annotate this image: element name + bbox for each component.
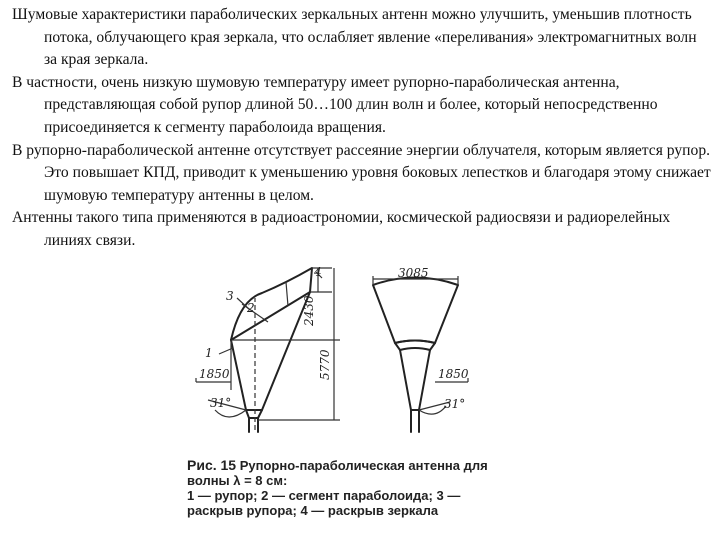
caption-number: Рис. 15 bbox=[187, 457, 237, 473]
figure-caption bbox=[187, 458, 517, 518]
side-angle-31: 31° bbox=[210, 396, 232, 410]
side-dim-2430: 2430 bbox=[302, 295, 316, 326]
label-2: 2 bbox=[247, 301, 255, 315]
front-dim-1850: 1850 bbox=[438, 367, 469, 381]
paragraph-4: Антенны такого типа применяются в радиоастрономии, космической радиосвязи и радиорелейных линиях связи. bbox=[12, 209, 671, 249]
caption-legend: 1 — рупор; 2 — сегмент параболоида; 3 — раскрыв рупора; 4 — раскрыв зеркала bbox=[187, 488, 461, 518]
label-1: 1 bbox=[205, 346, 213, 360]
side-dim-1850: 1850 bbox=[199, 367, 230, 381]
paragraph-1: Шумовые характеристики параболических зеркальных антенн можно улучшить, уменьшив плотность потока, облучающего края зеркала, что ослабляет явление «переливания» электромагнитных волн за края зеркала. bbox=[12, 6, 697, 69]
front-angle-31: 31° bbox=[444, 397, 466, 411]
label-3: 3 bbox=[226, 289, 234, 303]
label-4: 4 bbox=[314, 265, 322, 279]
side-dim-5770: 5770 bbox=[318, 349, 332, 380]
paragraph-2: В частности, очень низкую шумовую температуру имеет рупорно-параболическая антенна, представляющая собой рупор длиной 50…100 длин волн и более, который непосредственно присоединяется к сегменту параболоида вращения. bbox=[12, 73, 658, 136]
caption-title: Рупорно-параболическая антенна для волны λ = 8 см: bbox=[187, 458, 488, 488]
front-dim-3085: 3085 bbox=[398, 266, 429, 280]
paragraph-3: В рупорно-параболической антенне отсутствует рассеяние энергии облучателя, которым является рупор. Это повышает КПД, приводит к уменьшению уровня боковых лепестков и благодаря этому снижает шумовую температуру антенны в целом. bbox=[12, 141, 711, 204]
